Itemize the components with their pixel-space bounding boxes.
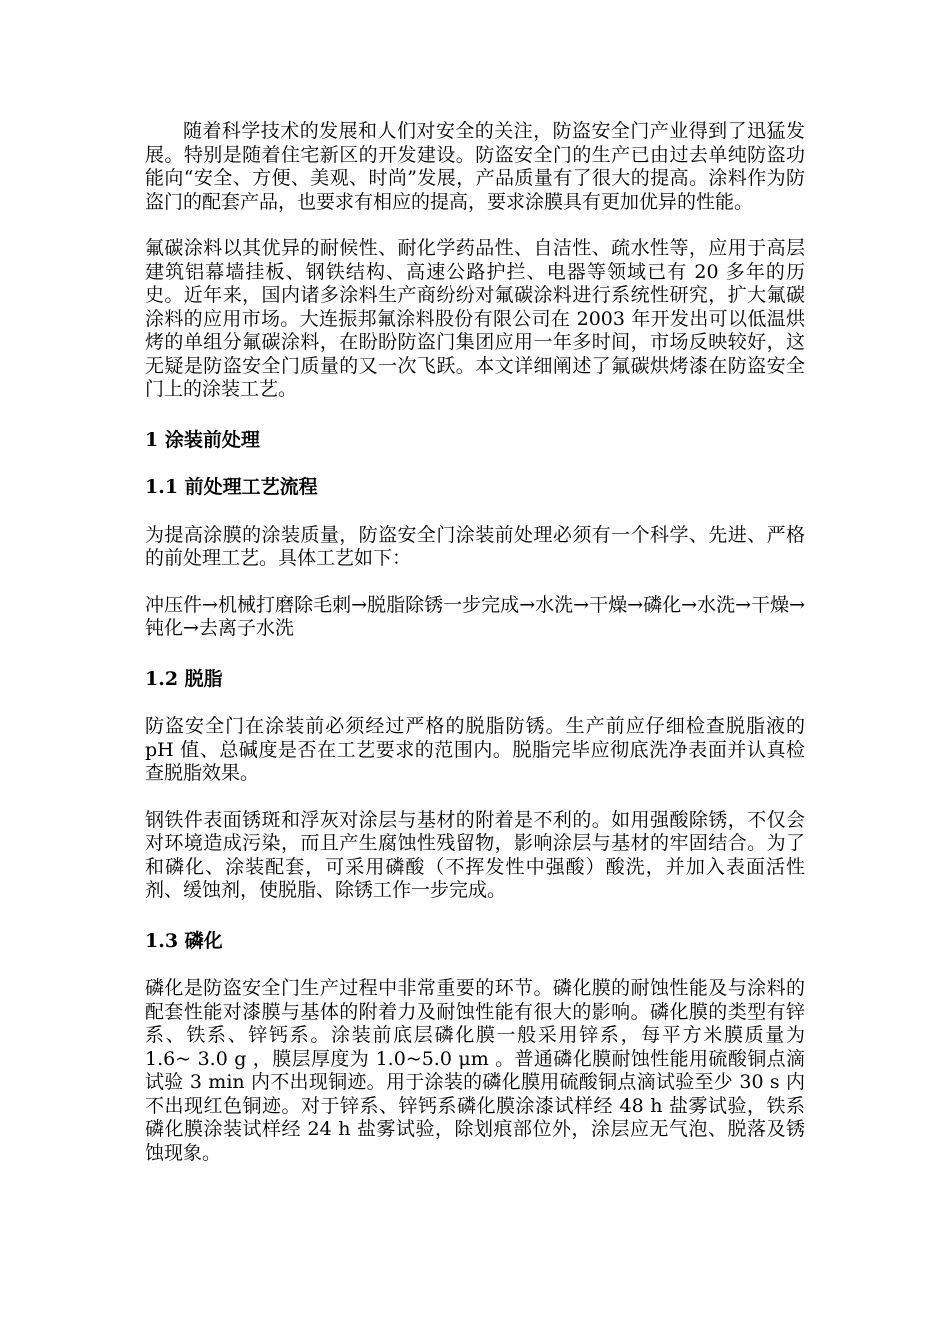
section-heading-1-3: 1.3 磷化 [145, 929, 223, 952]
rust-removal-paragraph: 钢铁件表面锈斑和浮灰对涂层与基材的附着是不利的。如用强酸除锈，不仅会对环境造成污染，而且产生腐蚀性残留物，影响涂层与基材的牢固结合。为了和磷化、涂装配套，可采用磷酸（不挥发性中强酸）酸洗，并加入表面活性剂、缓蚀剂，使脱脂、除锈工作一步完成。 [145, 808, 805, 901]
section-heading-1-2: 1.2 脱脂 [145, 667, 223, 690]
fluorocarbon-paragraph: 氟碳涂料以其优异的耐候性、耐化学药品性、自洁性、疏水性等，应用于高层建筑铝幕墙挂板、钢铁结构、高速公路护拦、电器等领域已有 20 多年的历史。近年来，国内诸多涂料生产商纷纷对氟碳涂料进行系统性研究，扩大氟碳涂料的应用市场。大连振邦氟涂料股份有限公司在 2003 年开发出可以低温烘烤的单组分氟碳涂料，在盼盼防盗门集团应用一年多时间，市场反映较好，这无疑是防盗安全门质量的又一次飞跃。本文详细阐述了氟碳烘烤漆在防盗安全门上的涂装工艺。 [145, 237, 805, 400]
intro-paragraph: 随着科学技术的发展和人们对安全的关注，防盗安全门产业得到了迅猛发展。特别是随着住宅新区的开发建设。防盗安全门的生产已由过去单纯防盗功能向“安全、方便、美观、时尚”发展，产品质量有了很大的提高。涂料作为防盗门的配套产品，也要求有相应的提高，要求涂膜具有更加优异的性能。 [145, 120, 805, 213]
process-intro-paragraph: 为提高涂膜的涂装质量，防盗安全门涂装前处理必须有一个科学、先进、严格的前处理工艺。具体工艺如下： [145, 523, 805, 569]
section-heading-1: 1 涂装前处理 [145, 428, 260, 451]
document-body [145, 120, 805, 1165]
process-flow-paragraph: 冲压件→机械打磨除毛刺→脱脂除锈一步完成→水洗→干燥→磷化→水洗→干燥→钝化→去离子水洗 [145, 593, 805, 639]
section-heading-1-1: 1.1 前处理工艺流程 [145, 476, 318, 498]
degreasing-paragraph: 防盗安全门在涂装前必须经过严格的脱脂防锈。生产前应仔细检查脱脂液的 pH 值、总碱度是否在工艺要求的范围内。脱脂完毕应彻底洗净表面并认真检查脱脂效果。 [145, 715, 805, 784]
phosphating-paragraph: 磷化是防盗安全门生产过程中非常重要的环节。磷化膜的耐蚀性能及与涂料的配套性能对漆膜与基体的附着力及耐蚀性能有很大的影响。磷化膜的类型有锌系、铁系、锌钙系。涂装前底层磷化膜一般采用锌系，每平方米膜质量为 1.6~ 3.0 g ，膜层厚度为 1.0~5.0 μm 。普通磷化膜耐蚀性能用硫酸铜点滴试验 3 min 内不出现铜迹。用于涂装的磷化膜用硫酸铜点滴试验至少 30 s 内不出现红色铜迹。对于锌系、锌钙系磷化膜涂漆试样经 48 h 盐雾试验，铁系磷化膜涂装试样经 24 h 盐雾试验，除划痕部位外，涂层应无气泡、脱落及锈蚀现象。 [145, 977, 805, 1164]
